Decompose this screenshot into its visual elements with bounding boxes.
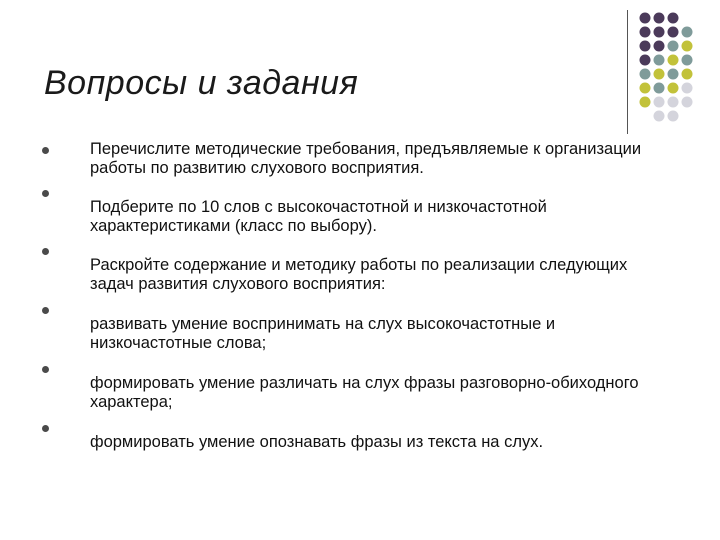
decor-dot xyxy=(654,55,665,66)
decor-dot xyxy=(668,27,679,38)
decor-dot xyxy=(682,41,693,52)
decor-dot xyxy=(682,83,693,94)
decor-dot xyxy=(654,69,665,80)
decor-dot xyxy=(640,97,651,108)
list-item-text: Перечислите методические требования, предъявляемые к организации работы по развитию слухового восприятия. xyxy=(90,140,642,177)
decor-dot xyxy=(654,41,665,52)
decor-dot xyxy=(668,13,679,24)
decor-dot xyxy=(668,69,679,80)
decor-dot xyxy=(640,83,651,94)
list-item-text: Подберите по 10 слов с высокочастотной и низкочастотной характеристиками (класс по выбору). xyxy=(90,198,547,235)
divider-line xyxy=(627,10,628,134)
list-item-text: развивать умение воспринимать на слух высокочастотные и низкочастотные слова; xyxy=(90,315,556,352)
decor-dot xyxy=(654,111,665,122)
slide-title: Вопросы и задания xyxy=(44,64,359,102)
decor-dot xyxy=(654,97,665,108)
decor-dot xyxy=(682,27,693,38)
decor-dot xyxy=(668,97,679,108)
bullet-icon xyxy=(42,147,49,154)
decor-dot xyxy=(682,55,693,66)
decor-dot xyxy=(640,55,651,66)
decor-dot xyxy=(654,83,665,94)
bullet-icon xyxy=(42,248,49,255)
decor-dot xyxy=(654,27,665,38)
list-item-text: формировать умение различать на слух фразы разговорно-обиходного характера; xyxy=(90,374,639,411)
list-item-text: формировать умение опознавать фразы из текста на слух. xyxy=(90,433,544,451)
bullet-icon xyxy=(42,366,49,373)
decor-dot xyxy=(668,41,679,52)
decor-dot xyxy=(668,83,679,94)
decor-dot xyxy=(654,13,665,24)
decor-dot xyxy=(640,13,651,24)
bullet-icon xyxy=(42,190,49,197)
decor-dot xyxy=(640,41,651,52)
bullet-icon xyxy=(42,307,49,314)
decor-dot xyxy=(640,27,651,38)
decor-dot xyxy=(668,111,679,122)
list-item-text: Раскройте содержание и методику работы по реализации следующих задач развития слухового восприятия: xyxy=(90,256,628,293)
bullet-icon xyxy=(42,425,49,432)
decor-dot xyxy=(640,69,651,80)
decor-dot xyxy=(682,69,693,80)
decor-dot xyxy=(668,55,679,66)
decor-dot xyxy=(682,97,693,108)
